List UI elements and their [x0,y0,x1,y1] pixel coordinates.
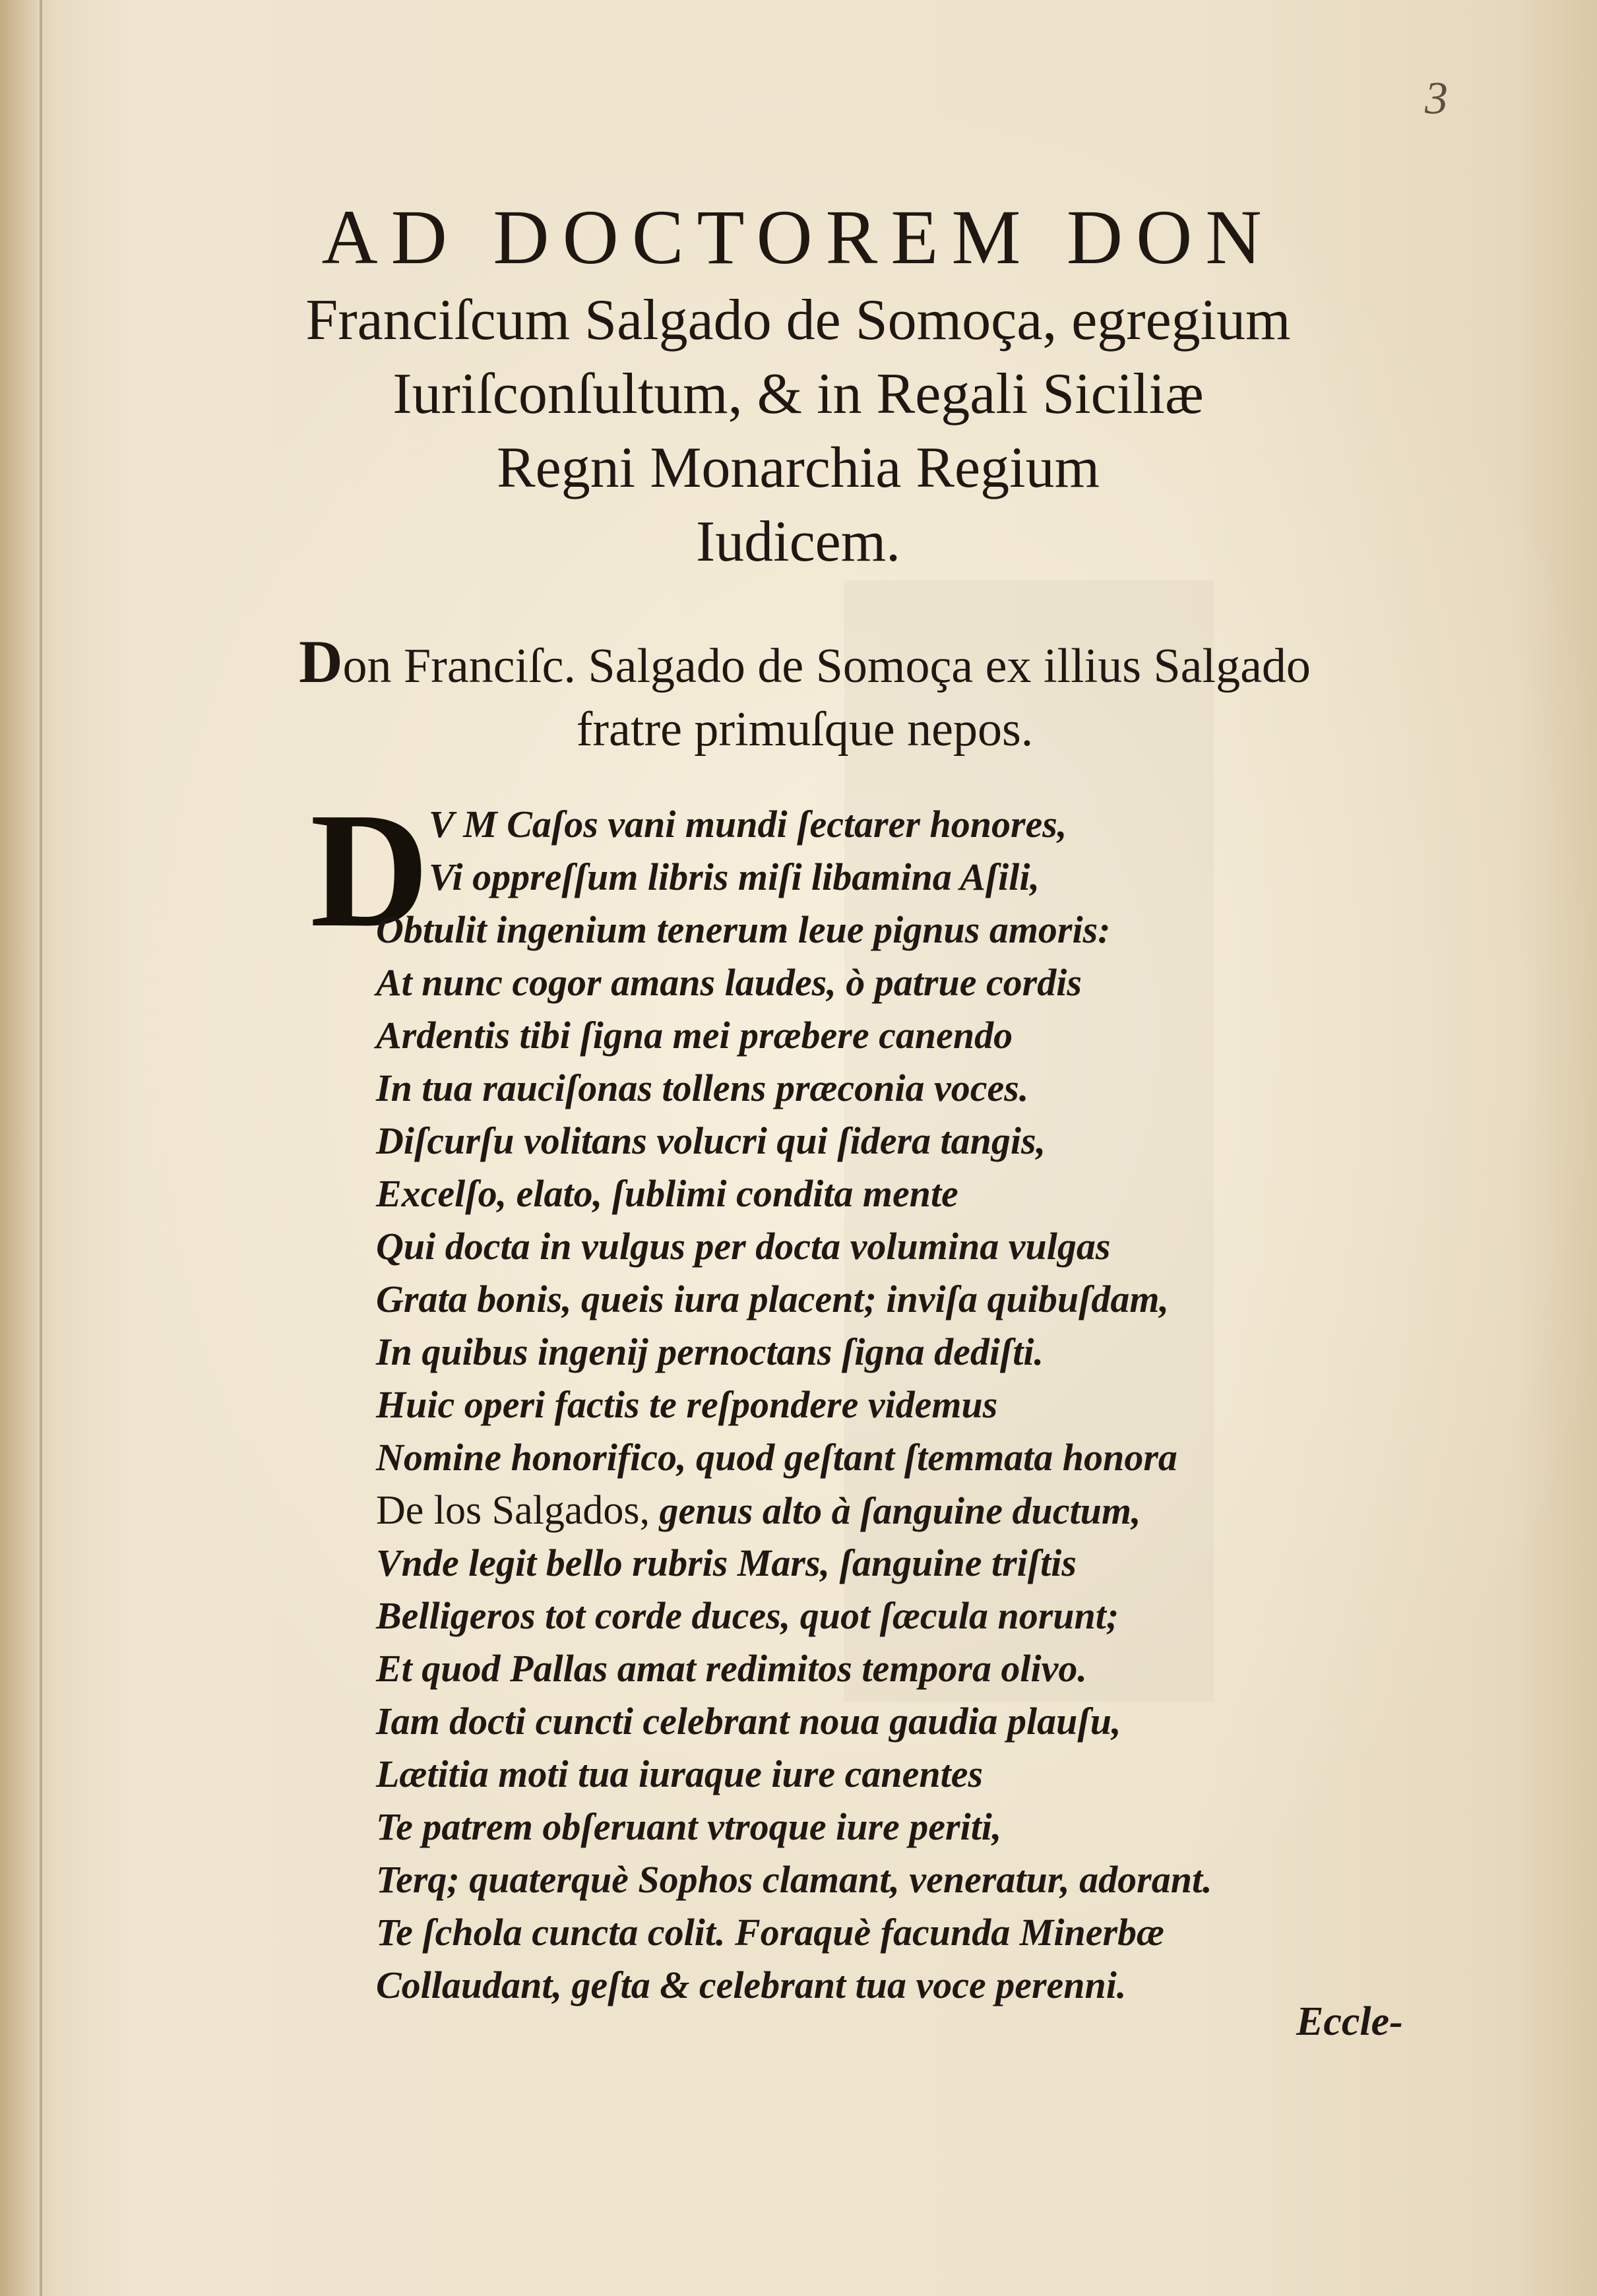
poem-line: Excelſo, elato, ſublimi condita mente [376,1172,958,1215]
title-line-2: Franciſcum Salgado de Somoça, egregium [305,288,1291,352]
title-line-4: Regni Monarchia Regium [496,436,1100,500]
poem-line: Iam docti cuncti celebrant noua gaudia plauſu, [376,1700,1121,1743]
poem-line: Ardentis tibi ſigna mei præbere canendo [376,1014,1013,1057]
poem-line: Lætitia moti tua iuraque iure canentes [376,1753,984,1795]
poem-line: Nomine honorifico, quod geſtant ſtemmata honora [376,1436,1177,1479]
poem-line: At nunc cogor amans laudes, ò patrue cordis [376,961,1082,1004]
poem-line: In tua rauciſonas tollens præconia voces. [376,1067,1029,1109]
poem-line-rest: genus alto à ſanguine ductum, [659,1489,1141,1532]
subtitle-initial: D [299,628,343,695]
poem-line: Vi oppreſſum libris miſi libamina Aſili, [429,855,1040,898]
poem-line: V M Caſos vani mundi ſectarer honores, [429,803,1067,846]
poem-line [376,1484,1141,1537]
subtitle-line-1-text: on Franciſc. Salgado de Somoça ex illius Salgado [342,639,1311,693]
poem-line: Belligeros tot corde duces, quot ſæcula norunt; [376,1594,1119,1637]
poem-line: Grata bonis, queis iura placent; inviſa quibuſdam, [376,1278,1170,1320]
subtitle-line-1 [211,630,1398,698]
title-block [198,191,1398,579]
poem-line: Huic operi factis te reſpondere videmus [376,1383,998,1426]
poem-line: Vnde legit bello rubris Mars, ſanguine triſtis [376,1541,1077,1584]
poem-line: Diſcurſu volitans volucri qui ſidera tangis, [376,1119,1046,1162]
poem-line: Et quod Pallas amat redimitos tempora olivo. [376,1647,1087,1690]
poem-line: Terq; quaterquè Sophos clamant, veneratur, adorant. [376,1858,1212,1901]
poem-line-prefix: De los Salgados, [376,1488,650,1533]
drop-cap: D [310,779,429,962]
dedication-subtitle [211,630,1398,761]
title-line-5: Iudicem. [695,510,901,574]
title-line-3: Iuriſconſultum, & in Regali Siciliæ [392,362,1204,426]
poem-line: In quibus ingenij pernoctans ſigna dediſti. [376,1330,1044,1373]
book-gutter [0,0,40,2296]
subtitle-line-2: fratre primuſque nepos. [576,702,1034,757]
poem-line: Qui docta in vulgus per docta volumina vulgas [376,1225,1111,1268]
folio-mark: 3 [1425,73,1448,124]
title-line-1: AD DOCTOREM DON [321,194,1275,280]
poem-line: Te patrem obſeruant vtroque iure periti, [376,1805,1002,1848]
poem-line: Collaudant, geſta & celebrant tua voce perenni. [376,1964,1127,2006]
page-edge [40,0,42,2296]
poem-line: Te ſchola cuncta colit. Foraquè facunda Minerbæ [376,1911,1164,1954]
poem-line: Obtulit ingenium tenerum leue pignus amoris: [376,908,1111,951]
catchword: Eccle- [1296,1999,1403,2044]
